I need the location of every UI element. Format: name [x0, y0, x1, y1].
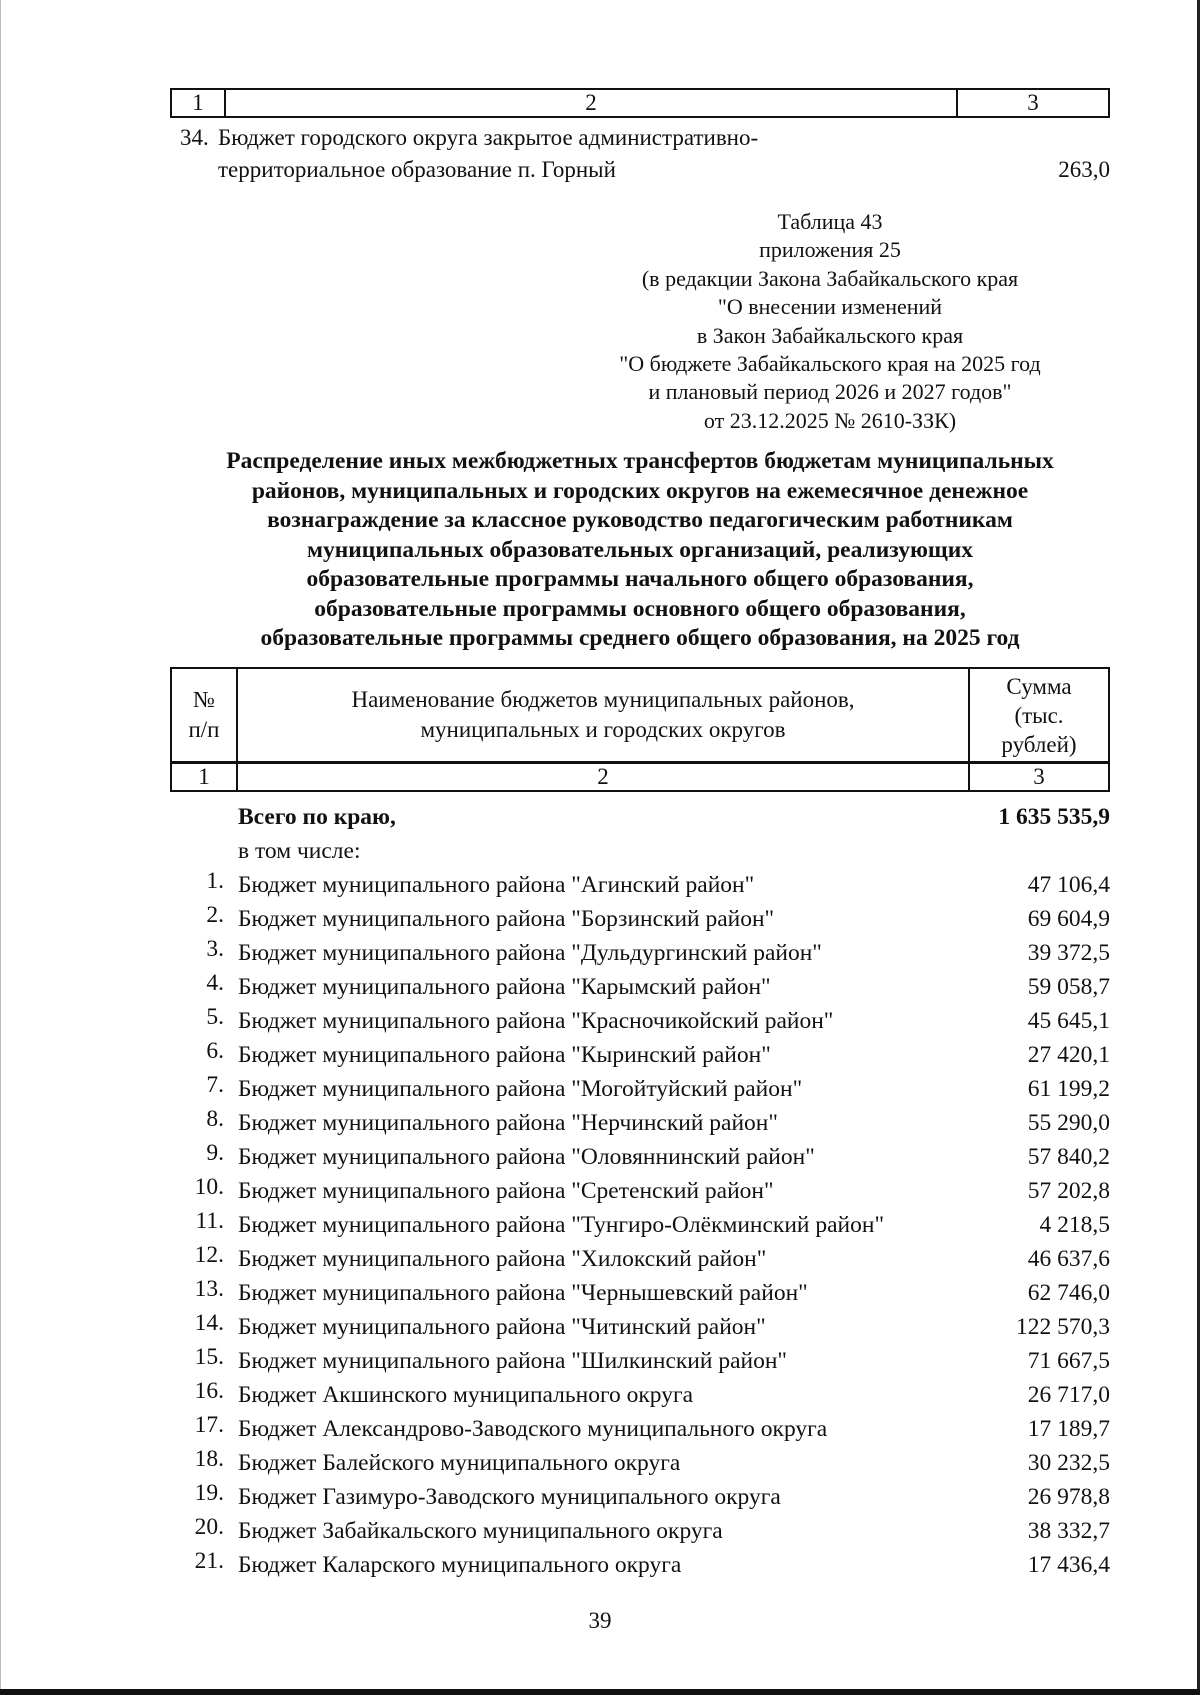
row-name: Бюджет Каларского муниципального округа	[238, 1552, 682, 1578]
row-name: Бюджет муниципального района "Оловяннинский район"	[238, 1144, 815, 1170]
header-cell-number: № п/п	[171, 668, 237, 762]
note-line: в Закон Забайкальского края	[696, 322, 964, 348]
table-row	[170, 1004, 1110, 1038]
row-value: 26 978,8	[1027, 1484, 1110, 1510]
title-line: Распределение иных межбюджетных трансфертов бюджетам муниципальных	[226, 448, 1054, 474]
row-number: 34.	[180, 125, 209, 150]
table-row	[170, 936, 1110, 970]
row-value: 47 106,4	[1027, 872, 1110, 898]
note-line: и плановый период 2026 и 2027 годов"	[648, 379, 1012, 405]
row-name: Бюджет Газимуро-Заводского муниципального округа	[238, 1484, 781, 1510]
row-value: 46 637,6	[1027, 1246, 1110, 1272]
table-row	[170, 1480, 1110, 1514]
row-value: 4 218,5	[1039, 1212, 1110, 1238]
row-number: 16.	[194, 1378, 224, 1404]
table-row	[170, 1242, 1110, 1276]
row-number: 12.	[194, 1242, 224, 1268]
table-row	[170, 1446, 1110, 1480]
row-name: Бюджет муниципального района "Агинский район"	[238, 872, 755, 898]
table-body	[170, 800, 1110, 1582]
title-line: муниципальных образовательных организаций, реализующих	[306, 536, 974, 563]
note-line: "О внесении изменений	[717, 294, 943, 320]
table-row	[170, 1412, 1110, 1446]
row-number: 10.	[194, 1174, 224, 1200]
table-row	[170, 1344, 1110, 1378]
row-name: Бюджет муниципального района "Тунгиро-Олёкминский район"	[238, 1212, 885, 1238]
table-column-numbers	[170, 762, 1110, 792]
row-number: 1.	[206, 868, 224, 894]
total-value: 1 635 535,9	[998, 804, 1110, 830]
row-name: Бюджет Балейского муниципального округа	[238, 1450, 681, 1476]
row-value: 61 199,2	[1027, 1076, 1110, 1102]
table-header	[170, 667, 1110, 763]
colnum-cell: 2	[237, 763, 969, 791]
title-line: образовательные программы основного общего образования,	[314, 595, 966, 622]
document-title	[150, 447, 1130, 654]
row-name: Бюджет муниципального района "Чернышевский район"	[238, 1280, 808, 1306]
row-name: Бюджет Александрово-Заводского муниципального округа	[238, 1416, 828, 1442]
scan-edge-left	[0, 0, 1, 1695]
row-value: 55 290,0	[1027, 1110, 1110, 1136]
row-number: 2.	[206, 902, 224, 928]
row-number: 13.	[194, 1276, 224, 1302]
title-line: образовательные программы начального общего образования,	[306, 566, 974, 592]
row-name: Бюджет муниципального района "Красночикойский район"	[238, 1008, 834, 1034]
data-rows	[170, 868, 1110, 1582]
table-row	[170, 1514, 1110, 1548]
row-number: 7.	[206, 1072, 224, 1098]
row-name: Бюджет муниципального района "Дульдургинский район"	[238, 940, 822, 966]
row-value: 57 840,2	[1027, 1144, 1110, 1170]
table-row	[170, 1106, 1110, 1140]
row-number: 19.	[194, 1480, 224, 1506]
header-cell-name: Наименование бюджетов муниципальных районов, муниципальных и городских округов	[237, 668, 969, 762]
header-cell-sum: Сумма (тыс. рублей)	[969, 668, 1109, 762]
table-row	[170, 1276, 1110, 1310]
row-number: 21.	[194, 1548, 224, 1574]
table-row	[170, 1378, 1110, 1412]
total-row	[170, 800, 1110, 834]
table-row	[170, 1038, 1110, 1072]
row-number: 9.	[206, 1140, 224, 1166]
row-value: 57 202,8	[1027, 1178, 1110, 1204]
page-number: 39	[588, 1608, 612, 1633]
row-name: Бюджет муниципального района "Могойтуйский район"	[238, 1076, 803, 1102]
colnum-cell: 1	[171, 89, 225, 117]
scan-edge-bottom	[0, 1689, 1200, 1695]
note-line: (в редакции Закона Забайкальского края	[641, 265, 1019, 291]
row-name: Бюджет муниципального района "Кыринский район"	[238, 1042, 771, 1068]
note-line: Таблица 43	[777, 209, 883, 234]
row-value: 69 604,9	[1027, 906, 1110, 932]
row-name: Бюджет муниципального района "Шилкинский район"	[238, 1348, 788, 1374]
row-number: 6.	[206, 1038, 224, 1064]
row-value: 17 436,4	[1027, 1552, 1110, 1578]
row-name: Бюджет муниципального района "Карымский район"	[238, 974, 771, 1000]
table-row	[170, 1072, 1110, 1106]
colnum-cell: 3	[969, 763, 1109, 791]
row-number: 4.	[206, 970, 224, 996]
row-number: 17.	[194, 1412, 224, 1438]
row-name: Бюджет муниципального района "Нерчинский район"	[238, 1110, 778, 1136]
row-number: 5.	[206, 1004, 224, 1030]
table-row	[170, 1140, 1110, 1174]
table-row	[170, 1548, 1110, 1582]
row-name: Бюджет муниципального района "Борзинский район"	[238, 906, 775, 932]
row-name: Бюджет Акшинского муниципального округа	[238, 1382, 694, 1408]
note-line: "О бюджете Забайкальского края на 2025 год	[619, 351, 1041, 377]
row-value: 122 570,3	[1016, 1314, 1110, 1340]
colnum-cell: 2	[225, 89, 957, 117]
row-value: 27 420,1	[1027, 1042, 1110, 1068]
row-name: Бюджет городского округа закрытое административно- территориальное образование п. Горный	[218, 125, 759, 182]
row-value: 26 717,0	[1027, 1382, 1110, 1408]
title-line: образовательные программы среднего общего образования, на 2025 год	[260, 625, 1020, 651]
table-header-note	[560, 208, 1100, 435]
row-value: 39 372,5	[1027, 940, 1110, 966]
subtotal-caption-row	[170, 834, 1110, 868]
row-value: 62 746,0	[1027, 1280, 1110, 1306]
row-name: Бюджет муниципального района "Хилокский район"	[238, 1246, 767, 1272]
title-line: районов, муниципальных и городских округов на ежемесячное денежное	[251, 477, 1029, 504]
row-name: Бюджет муниципального района "Сретенский район"	[238, 1178, 774, 1204]
row-number: 3.	[206, 936, 224, 962]
table-row	[170, 1310, 1110, 1344]
row-value: 59 058,7	[1027, 974, 1110, 1000]
row-value: 71 667,5	[1027, 1348, 1110, 1374]
row-name: Бюджет Забайкальского муниципального округа	[238, 1518, 723, 1544]
previous-table-column-numbers	[170, 88, 1110, 118]
row-number: 8.	[206, 1106, 224, 1132]
row-number: 15.	[194, 1344, 224, 1370]
row-number: 14.	[194, 1310, 224, 1336]
total-label: Всего по краю,	[238, 804, 396, 830]
table-row	[170, 868, 1110, 902]
row-number: 18.	[194, 1446, 224, 1472]
table-row	[170, 1208, 1110, 1242]
row-value: 17 189,7	[1027, 1416, 1110, 1442]
table-row	[170, 1174, 1110, 1208]
colnum-cell: 3	[957, 89, 1109, 117]
colnum-cell: 1	[171, 763, 237, 791]
note-line: приложения 25	[759, 237, 901, 263]
row-value: 38 332,7	[1027, 1518, 1110, 1544]
title-line: вознаграждение за классное руководство педагогическим работникам	[267, 507, 1013, 533]
row-value: 45 645,1	[1027, 1008, 1110, 1034]
row-value: 30 232,5	[1027, 1450, 1110, 1476]
table-row	[170, 902, 1110, 936]
row-number: 20.	[194, 1514, 224, 1540]
row-value: 263,0	[1058, 157, 1110, 182]
table-row	[170, 970, 1110, 1004]
row-name: Бюджет муниципального района "Читинский район"	[238, 1314, 766, 1340]
note-line: от 23.12.2025 № 2610-ЗЗК)	[703, 407, 957, 433]
subtotal-caption: в том числе:	[238, 838, 361, 864]
row-number: 11.	[195, 1208, 224, 1234]
